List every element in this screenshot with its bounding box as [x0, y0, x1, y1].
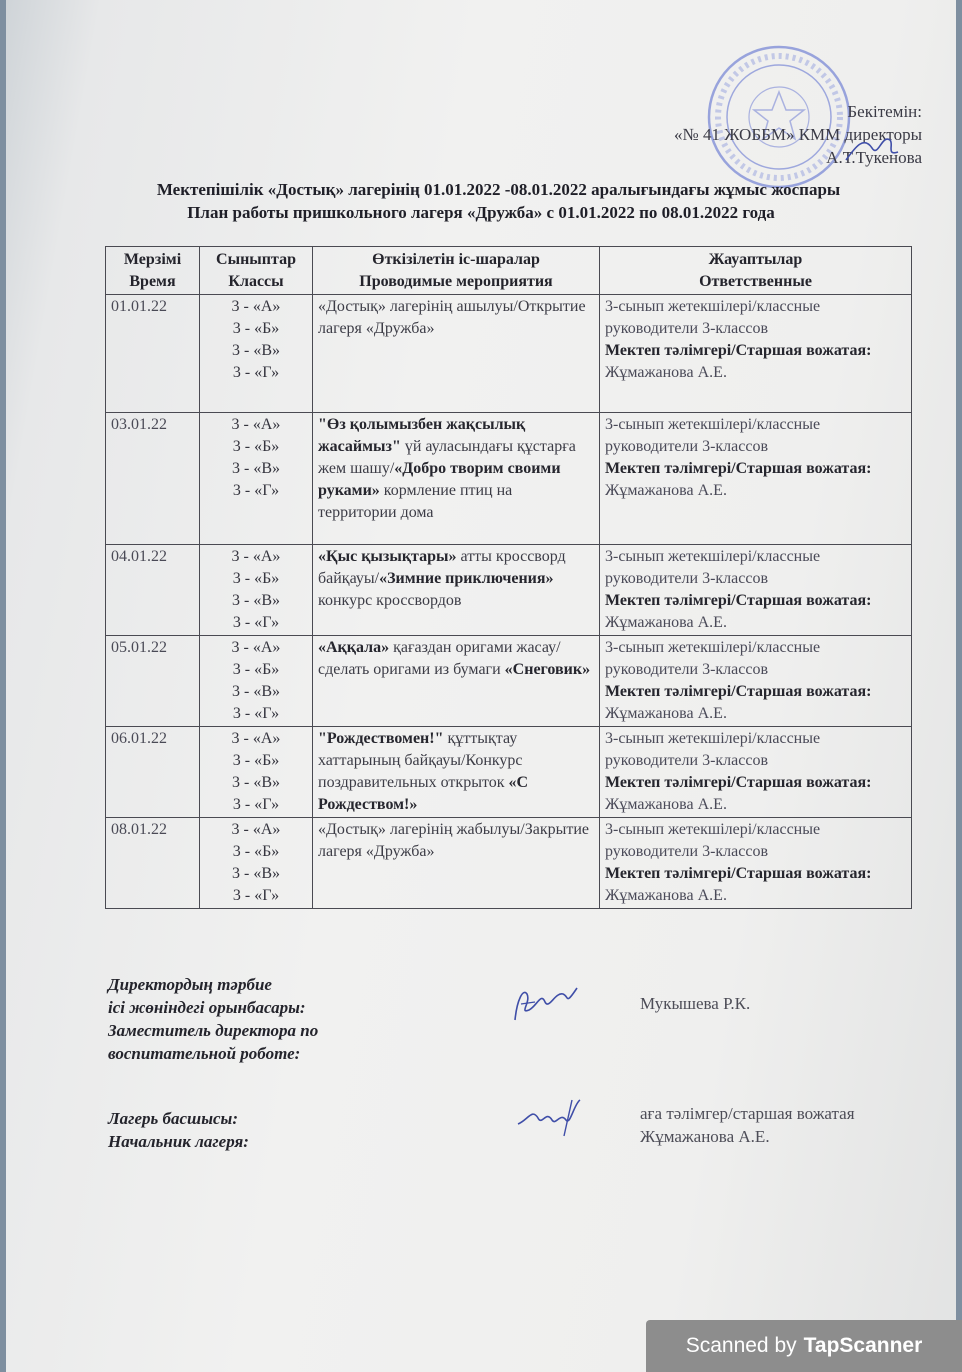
cell-responsible [600, 636, 912, 727]
class-item: 3 - «Б» [232, 843, 280, 860]
counselor-name: Жұмажанова А.Е. [605, 364, 727, 381]
event-text: «С Рождеством!» [318, 774, 529, 813]
responsible-counselor [605, 863, 906, 907]
counselor-role: Мектеп тәлімгері/Старшая вожатая: [605, 592, 872, 609]
class-item: 3 - «А» [231, 730, 281, 747]
counselor-name: Жұмажанова А.Е. [605, 614, 727, 631]
deputy-role [108, 973, 318, 1065]
head-name-line: Жұмажанова А.Е. [640, 1127, 770, 1146]
cell-event [313, 636, 600, 727]
responsible-teachers-ru: руководители 3-классов [605, 320, 769, 337]
plan-table [105, 246, 912, 909]
event-text: атты кроссворд байқауы/ [318, 548, 566, 587]
cell-event [313, 413, 600, 545]
watermark-brand: TapScanner [803, 1334, 923, 1357]
event-text: «Достық» лагерінің жабылуы/Закрытие лагеря «Дружба» [318, 821, 590, 860]
event-text: «Аққала» [318, 639, 390, 656]
deputy-signature [505, 980, 585, 1030]
class-item: 3 - «В» [232, 342, 280, 359]
cell-responsible [600, 295, 912, 413]
cell-event [313, 727, 600, 818]
responsible-counselor [605, 590, 906, 634]
cell-classes [200, 818, 313, 909]
class-item: 3 - «А» [231, 416, 281, 433]
responsible-counselor [605, 772, 906, 816]
table-row [106, 636, 912, 727]
event-text: қағаздан оригами жасау/сделать оригами из бумаги [318, 639, 561, 678]
cell-classes [200, 413, 313, 545]
head-role [108, 1107, 249, 1153]
responsible-teachers-ru: руководители 3-классов [605, 570, 769, 587]
cell-date: 05.01.22 [106, 636, 200, 727]
head-name [640, 1102, 855, 1148]
table-row [106, 545, 912, 636]
cell-event [313, 295, 600, 413]
deputy-name: Мукышева Р.К. [640, 994, 751, 1013]
class-item: 3 - «А» [231, 821, 281, 838]
approval-heading: Бекітемін: [847, 102, 922, 121]
table-row [106, 413, 912, 545]
class-item: 3 - «В» [232, 683, 280, 700]
table-row [106, 818, 912, 909]
responsible-counselor [605, 681, 906, 725]
table-header-row [106, 247, 912, 295]
head-role-line: Начальник лагеря: [108, 1132, 249, 1151]
cell-classes [200, 545, 313, 636]
class-item: 3 - «Б» [232, 570, 280, 587]
cell-responsible [600, 413, 912, 545]
responsible-teachers-ru: руководители 3-классов [605, 661, 769, 678]
cell-responsible [600, 545, 912, 636]
counselor-name: Жұмажанова А.Е. [605, 705, 727, 722]
event-text: үй ауласындағы құстарға жем шашу/ [318, 438, 576, 477]
cell-date: 01.01.22 [106, 295, 200, 413]
event-text: "Рождествомен!" [318, 730, 444, 747]
counselor-role: Мектеп тәлімгері/Старшая вожатая: [605, 865, 872, 882]
event-text: құттықтау хаттарының байқауы/Конкурс поздравительных открыток [318, 730, 523, 791]
head-signature [512, 1090, 592, 1146]
counselor-role: Мектеп тәлімгері/Старшая вожатая: [605, 342, 872, 359]
head-name-line: аға тәлімгер/старшая вожатая [640, 1104, 855, 1123]
deputy-role-line: Заместитель директора по [108, 1021, 319, 1040]
counselor-name: Жұмажанова А.Е. [605, 482, 727, 499]
responsible-teachers-ru: руководители 3-классов [605, 752, 769, 769]
class-item: 3 - «Г» [232, 614, 280, 631]
responsible-counselor [605, 340, 906, 384]
deputy-role-line: воспитательной роботе: [108, 1044, 301, 1063]
responsible-teachers: 3-сынып жетекшілері/классные [605, 821, 821, 838]
head-role-line: Лагерь басшысы: [108, 1109, 238, 1128]
approval-director: А.Т.Тукенова [826, 148, 922, 167]
class-item: 3 - «Б» [232, 320, 280, 337]
event-text: конкурс кроссвордов [318, 592, 462, 609]
event-text: «Добро творим своими руками» [318, 460, 561, 499]
responsible-teachers-ru: руководители 3-классов [605, 438, 769, 455]
responsible-teachers: 3-сынып жетекшілері/классные [605, 730, 821, 747]
class-item: 3 - «А» [231, 639, 281, 656]
approval-organization: «№ 41 ЖОББМ» КММ директоры [674, 125, 922, 144]
cell-responsible [600, 818, 912, 909]
responsible-teachers: 3-сынып жетекшілері/классные [605, 639, 821, 656]
responsible-counselor [605, 458, 906, 502]
class-item: 3 - «Г» [232, 796, 280, 813]
class-item: 3 - «Г» [232, 482, 280, 499]
table-body [106, 295, 912, 909]
class-item: 3 - «А» [231, 548, 281, 565]
event-text: «Снеговик» [504, 661, 591, 678]
deputy-role-line: ісі жөніндегі орынбасары: [108, 998, 306, 1017]
scanner-watermark [646, 1320, 962, 1372]
class-item: 3 - «Б» [232, 661, 280, 678]
counselor-role: Мектеп тәлімгері/Старшая вожатая: [605, 683, 872, 700]
class-item: 3 - «В» [232, 592, 280, 609]
responsible-teachers: 3-сынып жетекшілері/классные [605, 298, 821, 315]
header-classes: Сыныптар Классы [200, 247, 313, 295]
event-text: «Достық» лагерінің ашылуы/Открытие лагеря «Дружба» [318, 298, 586, 337]
cell-event [313, 818, 600, 909]
cell-date: 08.01.22 [106, 818, 200, 909]
header-events: Өткізілетін іс-шаралар Проводимые мероприятия [313, 247, 600, 295]
title-russian: План работы пришкольного лагеря «Дружба» с 01.01.2022 по 08.01.2022 года [187, 203, 775, 222]
director-signature [842, 126, 902, 170]
cell-classes [200, 295, 313, 413]
class-item: 3 - «В» [232, 774, 280, 791]
watermark-prefix: Scanned by [685, 1334, 797, 1357]
responsible-teachers: 3-сынып жетекшілері/классные [605, 416, 821, 433]
cell-classes [200, 636, 313, 727]
header-date: Мерзімі Время [106, 247, 200, 295]
cell-date: 06.01.22 [106, 727, 200, 818]
responsible-teachers: 3-сынып жетекшілері/классные [605, 548, 821, 565]
counselor-role: Мектеп тәлімгері/Старшая вожатая: [605, 460, 872, 477]
event-text: «Зимние приключения» [379, 570, 554, 587]
class-item: 3 - «В» [232, 865, 280, 882]
table-row [106, 295, 912, 413]
cell-date: 04.01.22 [106, 545, 200, 636]
class-item: 3 - «Г» [232, 364, 280, 381]
event-text: «Қыс қызықтары» [318, 548, 457, 565]
class-item: 3 - «В» [232, 460, 280, 477]
cell-date: 03.01.22 [106, 413, 200, 545]
event-text: кормление птиц на территории дома [318, 482, 513, 521]
class-item: 3 - «А» [231, 298, 281, 315]
title-kazakh: Мектепішілік «Достық» лагерінің 01.01.2022 -08.01.2022 аралығындағы жұмыс жоспары [156, 180, 841, 199]
table-row [106, 727, 912, 818]
deputy-role-line: Директордың тәрбие [108, 975, 272, 994]
counselor-role: Мектеп тәлімгері/Старшая вожатая: [605, 774, 872, 791]
counselor-name: Жұмажанова А.Е. [605, 796, 727, 813]
class-item: 3 - «Г» [232, 887, 280, 904]
class-item: 3 - «Б» [232, 438, 280, 455]
cell-classes [200, 727, 313, 818]
header-responsible: Жауаптылар Ответственные [600, 247, 912, 295]
responsible-teachers-ru: руководители 3-классов [605, 843, 769, 860]
event-text: "Өз қолымызбен жақсылық жасаймыз" [318, 416, 526, 455]
counselor-name: Жұмажанова А.Е. [605, 887, 727, 904]
cell-responsible [600, 727, 912, 818]
cell-event [313, 545, 600, 636]
class-item: 3 - «Г» [232, 705, 280, 722]
class-item: 3 - «Б» [232, 752, 280, 769]
